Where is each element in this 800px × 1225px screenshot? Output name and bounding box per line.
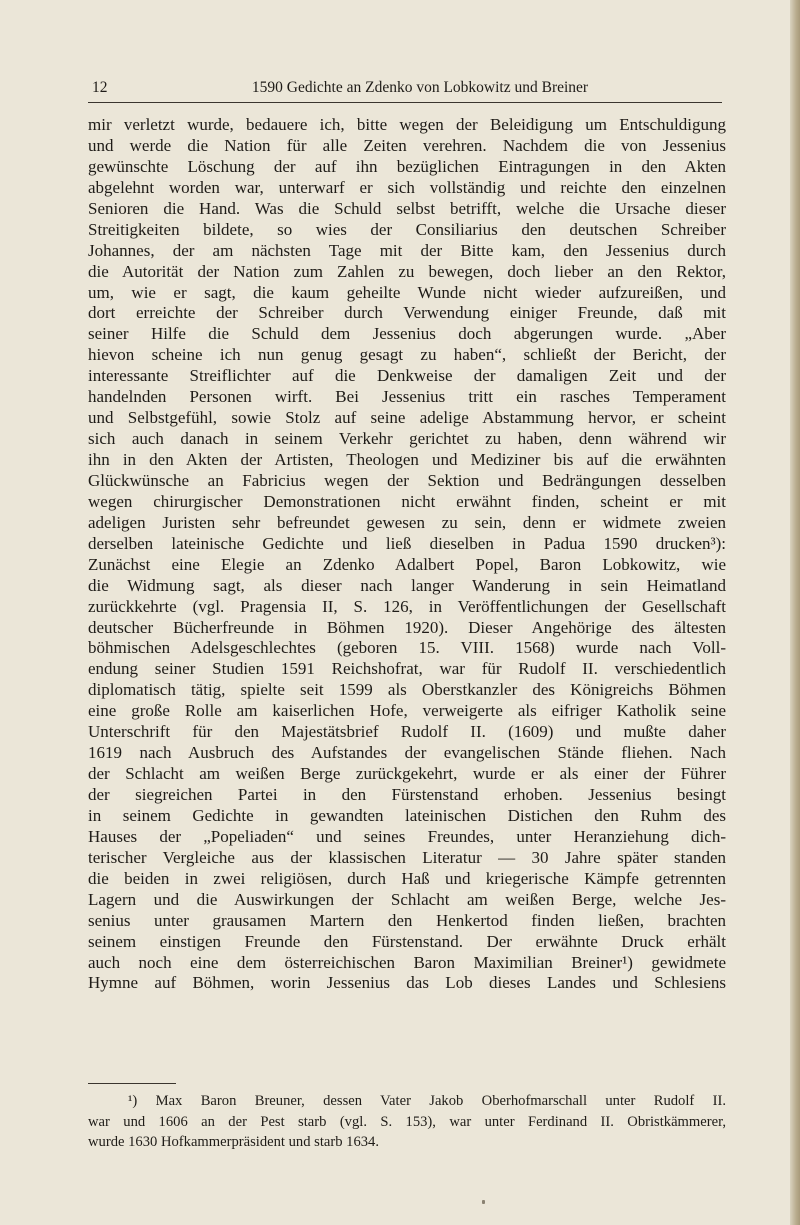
body-line: Johannes, der am nächsten Tage mit der Bitte kam, den Jessenius durch [88,240,726,260]
body-line: sich auch danach in seinem Verkehr gerichtet zu haben, denn während wir [88,429,726,449]
body-line: handelnden Personen wirft. Bei Jessenius tritt ein rasches Temperament [88,387,726,407]
footnote-line: war und 1606 an der Pest starb (vgl. S. 153), war unter Ferdinand II. Obristkämmerer, [88,1113,726,1130]
body-line: mir verletzt wurde, bedauere ich, bitte wegen der Beleidigung um Entschuldigung [88,115,726,134]
footnote-line: ¹) Max Baron Breuner, dessen Vater Jakob Oberhofmarschall unter Rudolf II. [128,1093,726,1109]
page-number: 12 [92,79,108,96]
running-title: 1590 Gedichte an Zdenko von Lobkowitz und Breiner [251,79,589,96]
body-line: Zunächst eine Elegie an Zdenko Adalbert Popel, Baron Lobkowitz, wie [88,554,726,574]
body-line: ihn in den Akten der Artisten, Theologen und Mediziner bis auf die erwähnten [88,450,726,469]
body-line: adeligen Juristen sehr befreundet gewesen zu sein, denn er widmete zweien [88,512,726,532]
body-line: auch noch eine dem österreichischen Baron Maximilian Breiner¹) gewidmete [88,952,726,972]
body-line: Senioren die Hand. Was die Schuld selbst betrifft, welche die Ursache dieser [88,198,726,218]
body-line: Glückwünsche an Fabricius wegen der Sektion und Bedrängungen desselben [88,470,726,490]
body-line: endung seiner Studien 1591 Reichshofrat, war für Rudolf II. verschiedentlich [88,659,726,679]
footnote-line: wurde 1630 Hofkammerpräsident und starb 1634. [88,1134,379,1150]
body-line: Unterschrift für den Majestätsbrief Rudolf II. (1609) und mußte daher [88,722,726,742]
body-line: eine große Rolle am kaiserlichen Hofe, verweigerte als eifriger Katholik seine [88,701,726,721]
footnote-rule [88,1083,176,1084]
page-header [88,78,722,103]
body-line: Hauses der „Popeliaden“ und seines Freundes, unter Heranziehung dich- [88,826,726,846]
body-line: deutscher Bücherfreunde in Böhmen 1920). Dieser Angehörige des ältesten [88,617,726,637]
body-line: und werde die Nation für alle Zeiten verehren. Nachdem die von Jessenius [88,135,726,155]
body-text [88,115,726,994]
body-line: der siegreichen Partei in den Fürstenstand erhoben. Jessenius besingt [88,785,726,804]
body-line: hievon scheine ich nun genug gesagt zu haben“, schließt der Bericht, der [88,345,726,365]
body-line: böhmischen Adelsgeschlechtes (geboren 15. VIII. 1568) wurde nach Voll- [88,638,726,658]
body-line: in seinem Gedichte in gewandten lateinischen Distichen den Ruhm des [88,805,726,825]
body-line: und Selbstgefühl, sowie Stolz auf seine adelige Abstammung hervor, er scheint [88,408,726,428]
body-line: gewünschte Löschung der auf ihn bezüglichen Eintragungen in den Akten [88,156,726,176]
body-line: zurückkehrte (vgl. Pragensia II, S. 126, in Veröffentlichungen der Gesellschaft [88,596,726,616]
paper-speck [482,1200,485,1204]
body-line: 1619 nach Ausbruch des Aufstandes der evangelischen Stände fliehen. Nach [88,743,726,763]
body-line: die beiden in zwei religiösen, durch Haß und kriegerische Kämpfe getrennten [88,868,726,888]
body-line: abgelehnt worden war, unterwarf er sich vollständig und reichte den einzelnen [88,177,726,197]
body-line: diplomatisch tätig, spielte seit 1599 als Oberstkanzler des Königreichs Böhmen [88,680,726,700]
body-line: interessante Streiflichter auf die Denkweise der damaligen Zeit und der [88,366,726,386]
body-line: die Widmung sagt, als dieser nach langer Wanderung in sein Heimatland [88,575,726,595]
body-line: seiner Hilfe die Schuld dem Jessenius doch abgerungen wurde. „Aber [88,324,726,344]
body-line: Hymne auf Böhmen, worin Jessenius das Lob dieses Landes und Schlesiens [88,973,726,993]
body-line: terischer Vergleiche aus der klassischen Literatur — 30 Jahre später standen [88,847,726,867]
body-line: wegen chirurgischer Demonstrationen nicht erwähnt finden, scheint er mit [88,491,726,511]
body-line: derselben lateinische Gedichte und ließ dieselben in Padua 1590 drucken³): [88,533,726,553]
body-line: die Autorität der Nation zum Zahlen zu bewegen, doch lieber an den Rektor, [88,261,726,281]
page-edge [790,0,800,1225]
footnotes [88,1091,726,1153]
body-line: Streitigkeiten bildete, so wies der Consiliarius den deutschen Schreiber [88,219,726,239]
body-line: um, wie er sagt, die kaum geheilte Wunde nicht wieder aufzureißen, und [88,282,726,302]
body-line: der Schlacht am weißen Berge zurückgekehrt, wurde er als einer der Führer [88,764,726,784]
body-line: senius unter grausamen Martern den Henkertod finden ließen, brachten [88,910,726,930]
body-line: dort erreichte der Schreiber durch Verwendung einiger Freunde, daß mit [88,303,726,323]
body-line: Lagern und die Auswirkungen der Schlacht am weißen Berge, welche Jes- [88,889,726,909]
body-line: seinem einstigen Freunde den Fürstenstand. Der erwähnte Druck erhält [88,931,726,951]
